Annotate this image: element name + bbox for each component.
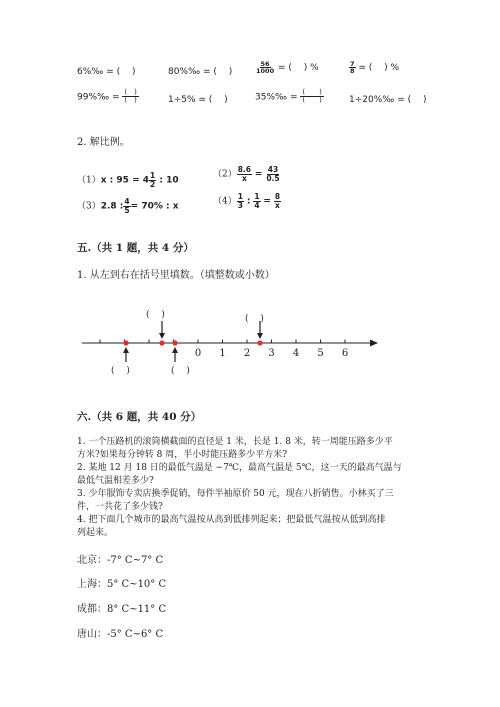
number-line-tick-label: 2	[243, 348, 251, 359]
down-arrow-icon	[257, 321, 263, 339]
fraction: $\frac{8}{x}$	[274, 192, 281, 210]
section-5-question-1: 1. 从左到右在括号里填数。（填整数或小数）	[77, 270, 275, 281]
number-line-arrowhead	[370, 340, 378, 347]
proportion-2: （2） $\frac{8.6}{x}$ = $\frac{43}{0.5}$	[213, 165, 280, 183]
s6-q1-line1: 1. 一个压路机的滚筒横截面的直径是 1 米，长是 1. 8 米，转一周能压路多少平	[77, 437, 393, 447]
question-2-title: 2. 解比例。	[77, 137, 130, 148]
s6-q2-line1: 2. 某地 12 月 18 日的最低气温是 −7℃，最高气温是 5℃，这一天的最高气温与	[77, 463, 402, 473]
fraction: $\frac{1}{2}$	[150, 171, 156, 189]
point-marker	[123, 340, 128, 345]
q-80permille: 80%‰ = ( )	[168, 67, 233, 77]
s6-q4-line1: 4. 把下面几个城市的最高气温按从高到低排列起来；把最低气温按从低到高排	[77, 515, 386, 525]
fraction: $\frac{7}{8}$	[350, 59, 355, 75]
s6-q1-line2: 方米?如果每分钟转 8 周，半小时能压路多少平方米?	[77, 450, 288, 460]
s6-q2-line2: 最低气温相差多少?	[77, 476, 154, 486]
q-56-over-1000: $\frac{56}{1000}$ = ( ) %	[256, 59, 319, 75]
q-7-over-8: $\frac{7}{8}$ = ( ) %	[350, 59, 400, 75]
fraction: $\frac{4}{5}$	[124, 197, 130, 215]
answer-blank-top-2: ( )	[245, 314, 264, 324]
number-line-tick-label: 0	[194, 348, 202, 359]
fraction: $\frac{1}{4}$	[254, 192, 260, 210]
s6-q3-line2: 件，一共花了多少钱?	[77, 502, 163, 512]
number-line-tick-label: 6	[341, 348, 349, 359]
up-arrow-icon	[172, 347, 178, 362]
proportion-3: （3）2.8 : $\frac{4}{5}$ = 70% : x	[77, 197, 179, 215]
section-6-title: 六.（共 6 题，共 40 分）	[77, 411, 202, 423]
answer-blank-bottom-1: ( )	[111, 366, 130, 376]
answer-blank-bottom-2: ( )	[171, 366, 190, 376]
q-35permille: 35%‰ = $\frac{( )}{( )}$	[255, 88, 322, 105]
city-tangshan: 唐山：-5° C~6° C	[77, 629, 164, 640]
number-line-tick-label: 4	[292, 348, 300, 359]
city-shanghai: 上海：5° C~10° C	[77, 579, 167, 590]
number-line-labels	[195, 348, 348, 359]
proportion-1: （1）x : 95 = 4 $\frac{1}{2}$ : 10	[77, 171, 179, 189]
number-line-ticks	[100, 340, 345, 344]
blank-fraction: $\frac{( )}{( )}$	[302, 88, 322, 105]
fraction: $\frac{1}{3}$	[237, 192, 243, 210]
q-99permille: 99%‰ = $\frac{( )}{( )}$	[77, 88, 137, 105]
number-line-tick-label: 3	[268, 348, 275, 359]
q-1-div-20permille: 1÷20%‰ = ( )	[349, 95, 427, 105]
q-1-div-5pct: 1÷5% = ( )	[168, 95, 228, 105]
city-chengdu: 成都：8° C~11° C	[77, 604, 167, 615]
up-arrow-icon	[123, 347, 129, 362]
s6-q4-line2: 列起来。	[77, 528, 114, 538]
number-line-tick-label: 5	[317, 348, 324, 359]
blank-fraction: $\frac{( )}{( )}$	[124, 88, 137, 105]
section-5-title: 五.（共 1 题，共 4 分）	[77, 242, 194, 254]
proportion-4: （4） $\frac{1}{3}$ : $\frac{1}{4}$ = $\frac{8}{x}$	[213, 192, 281, 210]
fraction: $\frac{43}{0.5}$	[266, 165, 280, 183]
point-marker	[257, 340, 262, 345]
down-arrow-icon	[159, 321, 165, 339]
fraction: $\frac{56}{1000}$	[256, 59, 275, 75]
fraction: $\frac{8.6}{x}$	[237, 165, 252, 183]
point-marker	[172, 340, 177, 345]
city-beijing: 北京：-7° C~7° C	[77, 555, 164, 566]
s6-q3-line1: 3. 少年服饰专卖店换季促销，每件半袖原价 50 元，现在八折销售。小林买了三	[77, 489, 394, 499]
q-6permille: 6%‰ = ( )	[77, 67, 136, 77]
answer-blank-top-1: ( )	[146, 310, 165, 320]
point-marker	[159, 340, 164, 345]
number-line-tick-label: 1	[219, 348, 226, 359]
